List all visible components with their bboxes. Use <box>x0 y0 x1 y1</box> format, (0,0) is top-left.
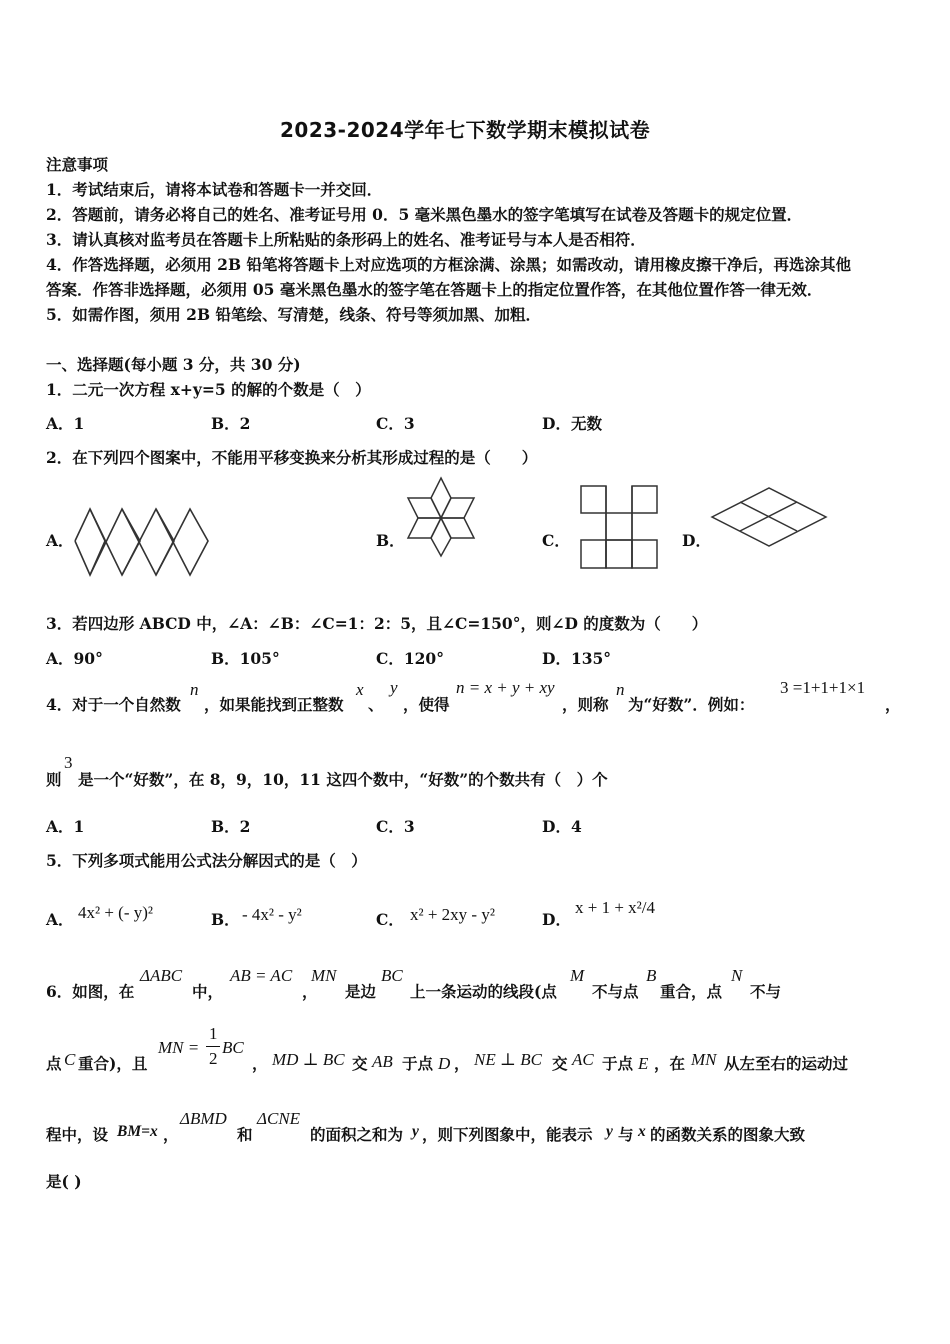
q4-example: 3 =1+1+1×1 <box>780 678 866 697</box>
q5-option-b-expr: - 4x² - y² <box>242 905 302 924</box>
figure-c-square-grid <box>578 484 662 572</box>
page-title: 2023-2024学年七下数学期末模拟试卷 <box>280 118 651 142</box>
question-5-stem: 5．下列多项式能用公式法分解因式的是（ ） <box>46 851 367 870</box>
q6-l2-16: AC <box>572 1050 594 1069</box>
q4-option-a[interactable]: A．1 <box>46 817 85 836</box>
q6-l2-13: ， <box>454 1054 470 1073</box>
q1-option-c[interactable]: C．3 <box>376 414 415 433</box>
q6-l2-0: 点 <box>46 1054 62 1073</box>
q6-l1-9: M <box>570 966 585 985</box>
q6-l1-4: ， <box>302 982 318 1001</box>
q4-text-3: ，使得 <box>403 695 450 714</box>
q6-l1-12: 重合，点 <box>660 982 723 1001</box>
q6-l2-1: C <box>64 1050 76 1069</box>
q6-l2-11: 于点 <box>402 1054 434 1073</box>
q5-option-a-expr: 4x² + (- y)² <box>78 903 154 922</box>
q4-equation: n = x + y + xy <box>456 678 555 697</box>
q6-l3-7: y <box>412 1123 419 1140</box>
q6-l2-6: BC <box>222 1038 244 1057</box>
q1-option-a[interactable]: A．1 <box>46 414 85 433</box>
q4-text-5: 为“好数”．例如： <box>628 695 755 714</box>
q6-l1-6: 是边 <box>345 982 377 1001</box>
q6-l2-12: D <box>438 1054 451 1073</box>
q6-l1-1: ΔABC <box>140 966 183 985</box>
q6-l1-5: MN <box>311 966 337 985</box>
q2-option-c-label[interactable]: C． <box>542 531 570 550</box>
q4-text-4: ，则称 <box>562 695 609 714</box>
section-heading: 一、选择题(每小题 3 分，共 30 分) <box>46 355 301 374</box>
q6-l3-2: ， <box>163 1125 179 1144</box>
q6-l3-12: 的函数关系的图象大致 <box>650 1125 806 1144</box>
q6-l2-3: MN = <box>158 1038 200 1057</box>
q6-l2-15: 交 <box>552 1054 568 1073</box>
q6-l3-4: 和 <box>237 1125 253 1144</box>
q6-l3-6: 的面积之和为 <box>310 1125 404 1144</box>
q6-l2-7: ， <box>252 1054 268 1073</box>
note-item: 答案．作答非选择题，必须用 05 毫米黑色墨水的签字笔在答题卡上的指定位置作答，在其他位置作答一律无效． <box>46 280 823 299</box>
q4-text-1: 4．对于一个自然数 <box>46 695 181 714</box>
q6-l2-10: AB <box>372 1052 393 1071</box>
q6-l2-17: 于点 <box>602 1054 634 1073</box>
q6-l2-21: 从左至右的运动过 <box>724 1054 849 1073</box>
q2-option-d-label[interactable]: D． <box>682 531 711 550</box>
q4-text-6: 则 <box>46 770 62 789</box>
q6-l2-frac-num: 1 <box>209 1024 218 1043</box>
q4-var-n: n <box>190 680 199 699</box>
q6-l1-0: 6．如图，在 <box>46 982 135 1001</box>
q2-option-a-label[interactable]: A． <box>46 531 74 550</box>
note-item: 1．考试结束后，请将本试卷和答题卡一并交回． <box>46 180 383 199</box>
q2-option-b-label[interactable]: B． <box>376 531 405 550</box>
q6-l3-1: BM=x <box>117 1123 158 1140</box>
q6-l3-9: y <box>606 1123 613 1140</box>
q6-l1-7: BC <box>381 966 403 985</box>
q4-var-x: x <box>356 680 364 699</box>
q6-l2-20: MN <box>691 1050 717 1069</box>
figure-a-rhombus-chain <box>70 505 215 580</box>
q6-l1-11: B <box>646 966 657 985</box>
q6-l2-14: NE ⊥ BC <box>474 1050 542 1069</box>
note-item: 5．如需作图，须用 2B 铅笔绘、写清楚，线条、符号等须加黑、加粗． <box>46 305 541 324</box>
q5-option-d-expr: x + 1 + x²/4 <box>575 898 655 917</box>
q6-l3-5: ΔCNE <box>257 1109 301 1128</box>
q4-option-b[interactable]: B．2 <box>211 817 251 836</box>
q6-l1-10: 不与点 <box>592 982 639 1001</box>
q4-sep: 、 <box>368 695 384 714</box>
figure-b-rhombus-star <box>402 474 480 584</box>
note-item: 3．请认真核对监考员在答题卡上所粘贴的条形码上的姓名、准考证号与本人是否相符． <box>46 230 646 249</box>
q6-l3-11: x <box>638 1123 646 1140</box>
q4-text-2: ，如果能找到正整数 <box>204 695 344 714</box>
q5-option-d-label[interactable]: D． <box>542 910 571 929</box>
notes-heading: 注意事项 <box>46 155 109 174</box>
q4-var-y: y <box>390 678 398 697</box>
q6-l2-9: 交 <box>352 1054 368 1073</box>
note-item: 2．答题前，请务必将自己的姓名、准考证号用 0．5 毫米黑色墨水的签字笔填写在试卷及答题卡的规定位置． <box>46 205 803 224</box>
q6-l1-8: 上一条运动的线段(点 <box>410 982 557 1001</box>
q6-l3-8: ，则下列图象中，能表示 <box>422 1125 593 1144</box>
q6-l1-3: AB = AC <box>230 966 293 985</box>
q4-option-d[interactable]: D．4 <box>542 817 582 836</box>
question-1-stem: 1．二元一次方程 x+y=5 的解的个数是（ ） <box>46 380 371 399</box>
q3-option-b[interactable]: B．105° <box>211 649 280 668</box>
q5-option-b-label[interactable]: B． <box>211 910 240 929</box>
q4-option-c[interactable]: C．3 <box>376 817 415 836</box>
question-3-stem: 3．若四边形 ABCD 中，∠A：∠B：∠C=1：2：5，且∠C=150°，则∠D 的度数为（ ） <box>46 614 708 633</box>
q5-option-a-label[interactable]: A． <box>46 910 74 929</box>
q4-text-7: 是一个“好数”，在 8，9，10，11 这四个数中，“好数”的个数共有（ ）个 <box>78 770 608 789</box>
q4-comma: ， <box>885 695 901 714</box>
q6-l1-2: 中， <box>192 982 224 1001</box>
q6-l2-frac-den: 2 <box>209 1049 218 1068</box>
q6-l2-2: 重合)，且 <box>78 1054 148 1073</box>
q6-l3-0: 程中，设 <box>46 1125 109 1144</box>
q6-l3-10: 与 <box>618 1125 634 1144</box>
q6-l3-3: ΔBMD <box>180 1109 227 1128</box>
q6-l2-8: MD ⊥ BC <box>272 1050 345 1069</box>
q6-l1-14: 不与 <box>750 982 782 1001</box>
q6-l2-19: ，在 <box>654 1054 686 1073</box>
q1-option-b[interactable]: B．2 <box>211 414 251 433</box>
note-item: 4．作答选择题，必须用 2B 铅笔将答题卡上对应选项的方框涂满、涂黑；如需改动，请用橡皮擦干净后，再选涂其他 <box>46 255 851 274</box>
q4-three: 3 <box>64 753 73 772</box>
q4-var-n-2: n <box>616 680 625 699</box>
question-2-stem: 2．在下列四个图案中，不能用平移变换来分析其形成过程的是（ ） <box>46 448 538 467</box>
q3-option-d[interactable]: D．135° <box>542 649 612 668</box>
q1-option-d[interactable]: D．无数 <box>542 414 602 433</box>
q5-option-c-expr: x² + 2xy - y² <box>410 905 495 924</box>
q6-l4: 是( ) <box>46 1172 82 1191</box>
q6-l2-18: E <box>638 1054 649 1073</box>
q6-l1-13: N <box>731 966 743 985</box>
q3-option-a[interactable]: A．90° <box>46 649 103 668</box>
figure-d-divided-rhombus <box>708 484 830 550</box>
q3-option-c[interactable]: C．120° <box>376 649 444 668</box>
q6-l2-frac-bar <box>206 1046 220 1047</box>
q5-option-c-label[interactable]: C． <box>376 910 404 929</box>
